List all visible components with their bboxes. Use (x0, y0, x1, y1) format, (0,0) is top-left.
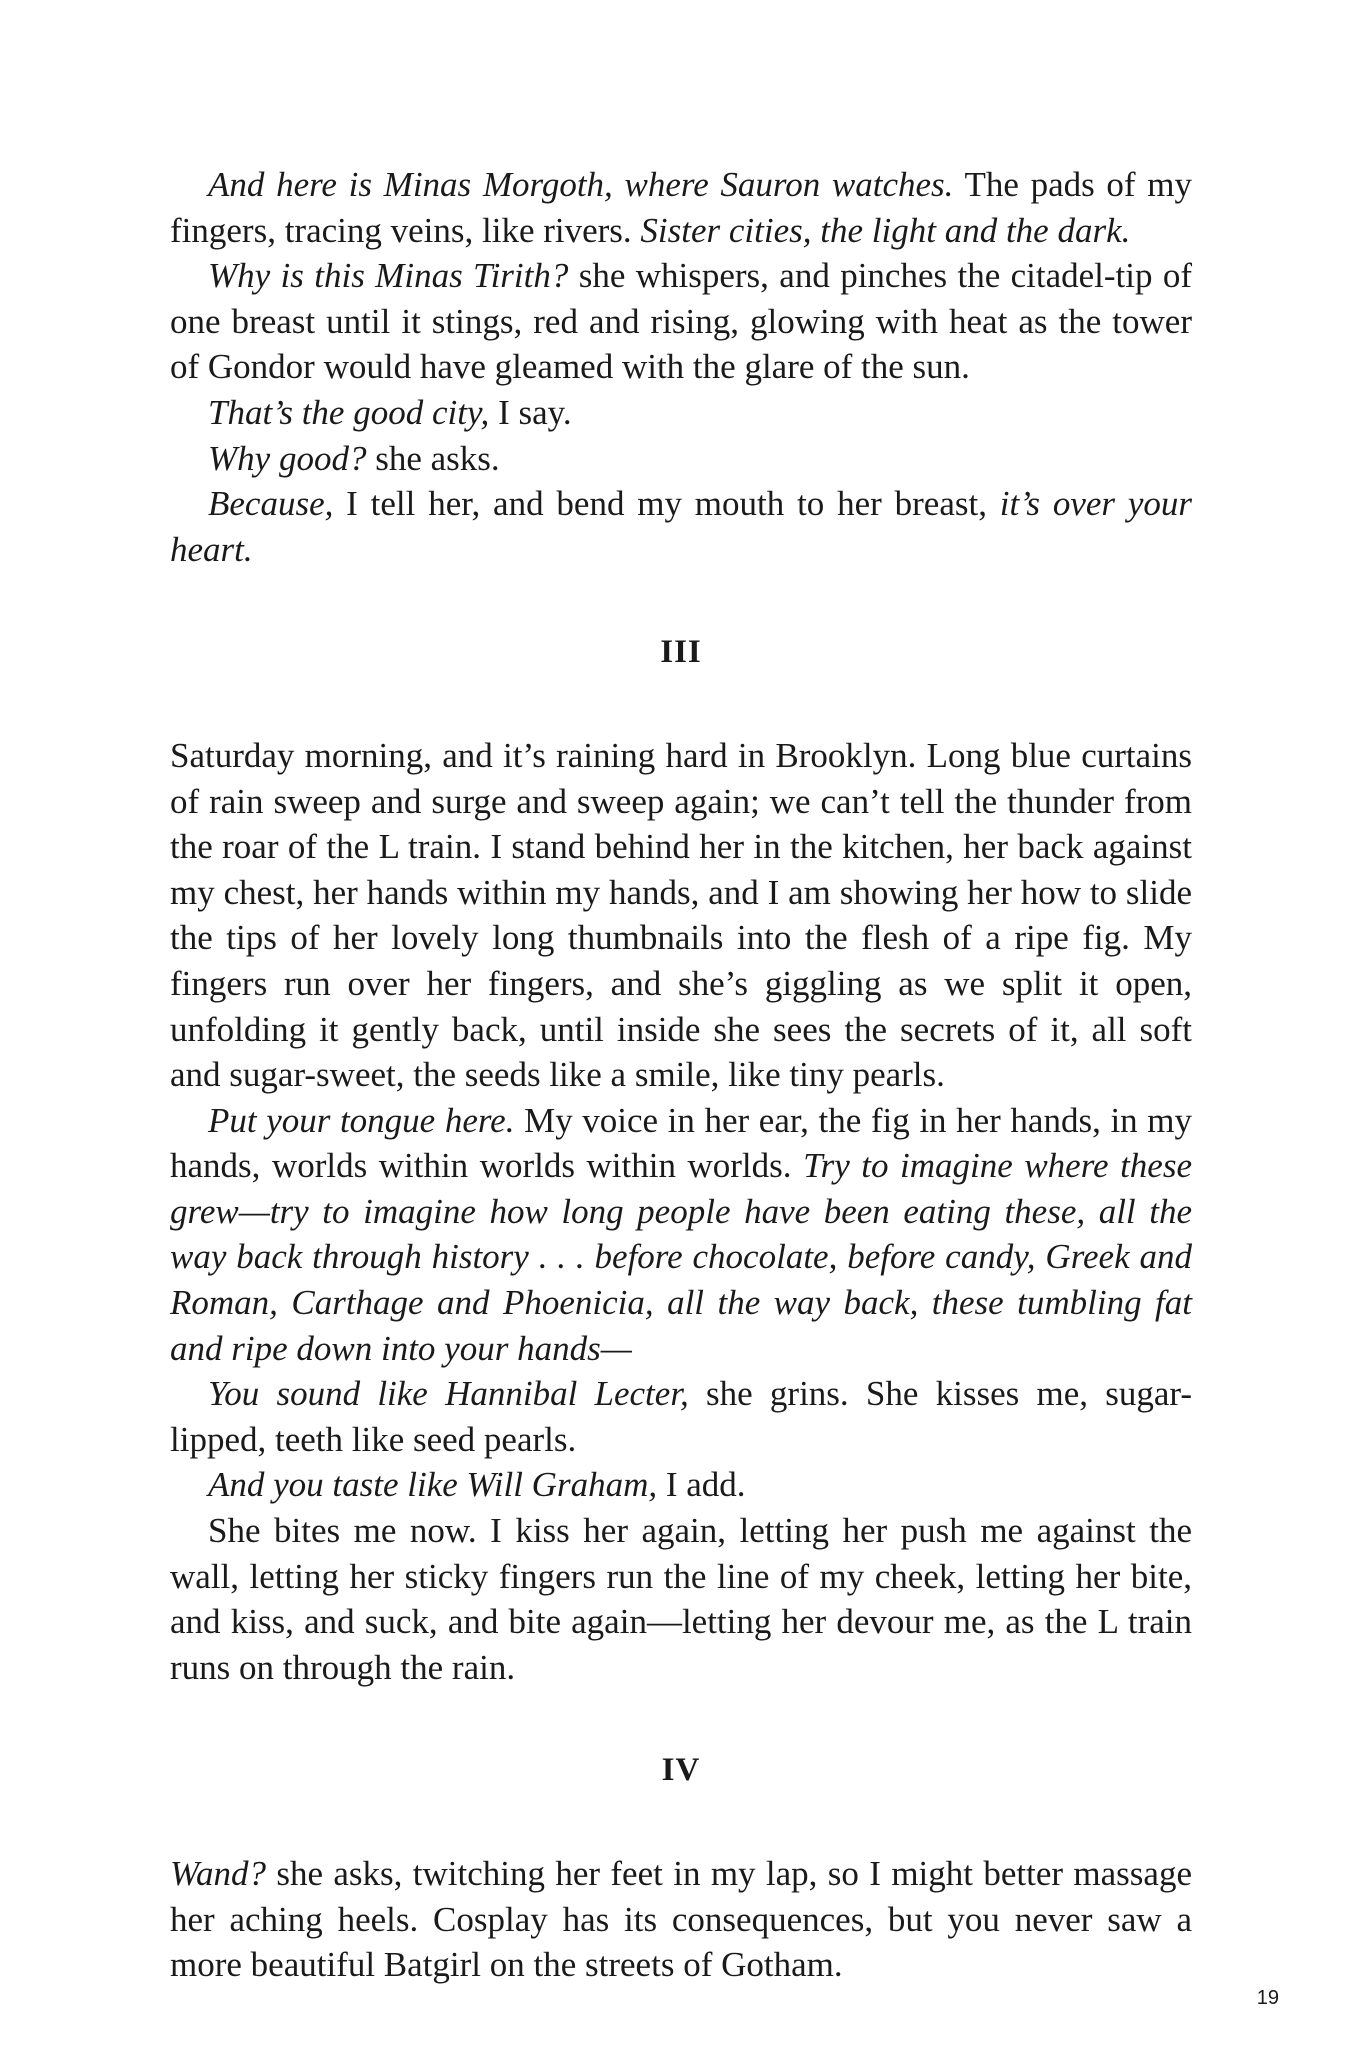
page-text-block (170, 162, 1192, 1988)
text-segment: Saturday morning, and it’s raining hard in Brooklyn. Long blue curtains of rain sweep and surge and sweep again; we can’t tell the thunder from the roar of the L train. I stand behind her in the kitchen, her back against my chest, her hands within my hands, and I am showing her how to slide the tips of her lovely long thumbnails into the flesh of a ripe fig. My fingers run over her fingers, and she’s giggling as we split it open, unfolding it gently back, until inside she sees the secrets of it, all soft and sugar-sweet, the seeds like a smile, like tiny pearls. (170, 735, 1192, 1095)
paragraph (170, 1462, 1192, 1508)
text-segment: I tell her, and bend my mouth to her breast, (333, 484, 1000, 524)
page-number: 19 (1256, 1987, 1279, 2009)
text-segment: she asks, twitching her feet in my lap, so I might better massage her aching heels. Cosplay has its consequences, but you never saw a more beautiful Batgirl on the streets of Gotham. (170, 1854, 1192, 1985)
paragraph (170, 436, 1192, 482)
paragraph (170, 733, 1192, 1098)
italic-text-segment: Wand? (170, 1854, 266, 1893)
text-segment: I say. (489, 392, 572, 432)
text-segment: she grins. She kisses me, sugar- lipped, teeth like seed pearls. (170, 1374, 1192, 1459)
paragraph (170, 253, 1192, 390)
italic-text-segment: Because, (208, 484, 334, 524)
paragraph (170, 162, 1192, 253)
section-iv-body (170, 1851, 1192, 1988)
text-segment: she asks. (366, 438, 500, 478)
italic-text-segment: it’s over your heart. (170, 484, 1192, 569)
italic-text-segment: That’s the good city, (208, 392, 490, 432)
italic-text-segment: And you taste like Will Graham, (208, 1465, 658, 1505)
section-iii-body (170, 733, 1192, 1690)
text-segment: My voice in her ear, the fig in her hands, in my hands, worlds within worlds within worlds. (170, 1100, 1192, 1186)
italic-text-segment: Sister cities, the light and the dark. (640, 210, 1131, 250)
italic-text-segment: And here is Minas Morgoth, where Sauron watches. (208, 165, 954, 204)
paragraph (170, 1508, 1192, 1690)
paragraph (170, 1371, 1192, 1462)
italic-text-segment: You sound like Hannibal Lecter, (208, 1374, 689, 1414)
paragraph (170, 1851, 1192, 1988)
paragraph (170, 481, 1192, 572)
paragraph (170, 1098, 1192, 1372)
text-segment: she whispers, and pinches the citadel-tip of one breast until it stings, red and rising, glowing with heat as the tower of Gondor would have gleamed with the glare of the sun. (170, 256, 1192, 387)
text-segment: She bites me now. I kiss her again, letting her push me against the wall, letting her sticky fingers run the line of my cheek, letting her bite, and kiss, and suck, and bite again—letting her devour me, as the L train runs on through the rain. (170, 1511, 1192, 1687)
text-segment: The pads of my fingers, tracing veins, like rivers. (170, 165, 1192, 250)
italic-text-segment: Try to imagine where these grew—try to imagine how long people have been eating these, all the way back through history . . . before chocolate, before candy, Greek and Roman, Carthage and Phoenicia, all the way back, these tumbling fat and ripe down into your hands— (170, 1146, 1192, 1368)
paragraph (170, 390, 1192, 436)
section-heading-iv: IV (661, 1752, 701, 1789)
top-paragraphs (170, 162, 1192, 572)
text-segment: I add. (657, 1465, 746, 1505)
italic-text-segment: Put your tongue here. (208, 1100, 515, 1140)
italic-text-segment: Why good? (208, 438, 367, 478)
italic-text-segment: Why is this Minas Tirith? (208, 256, 569, 296)
section-heading-iii: III (660, 634, 702, 671)
